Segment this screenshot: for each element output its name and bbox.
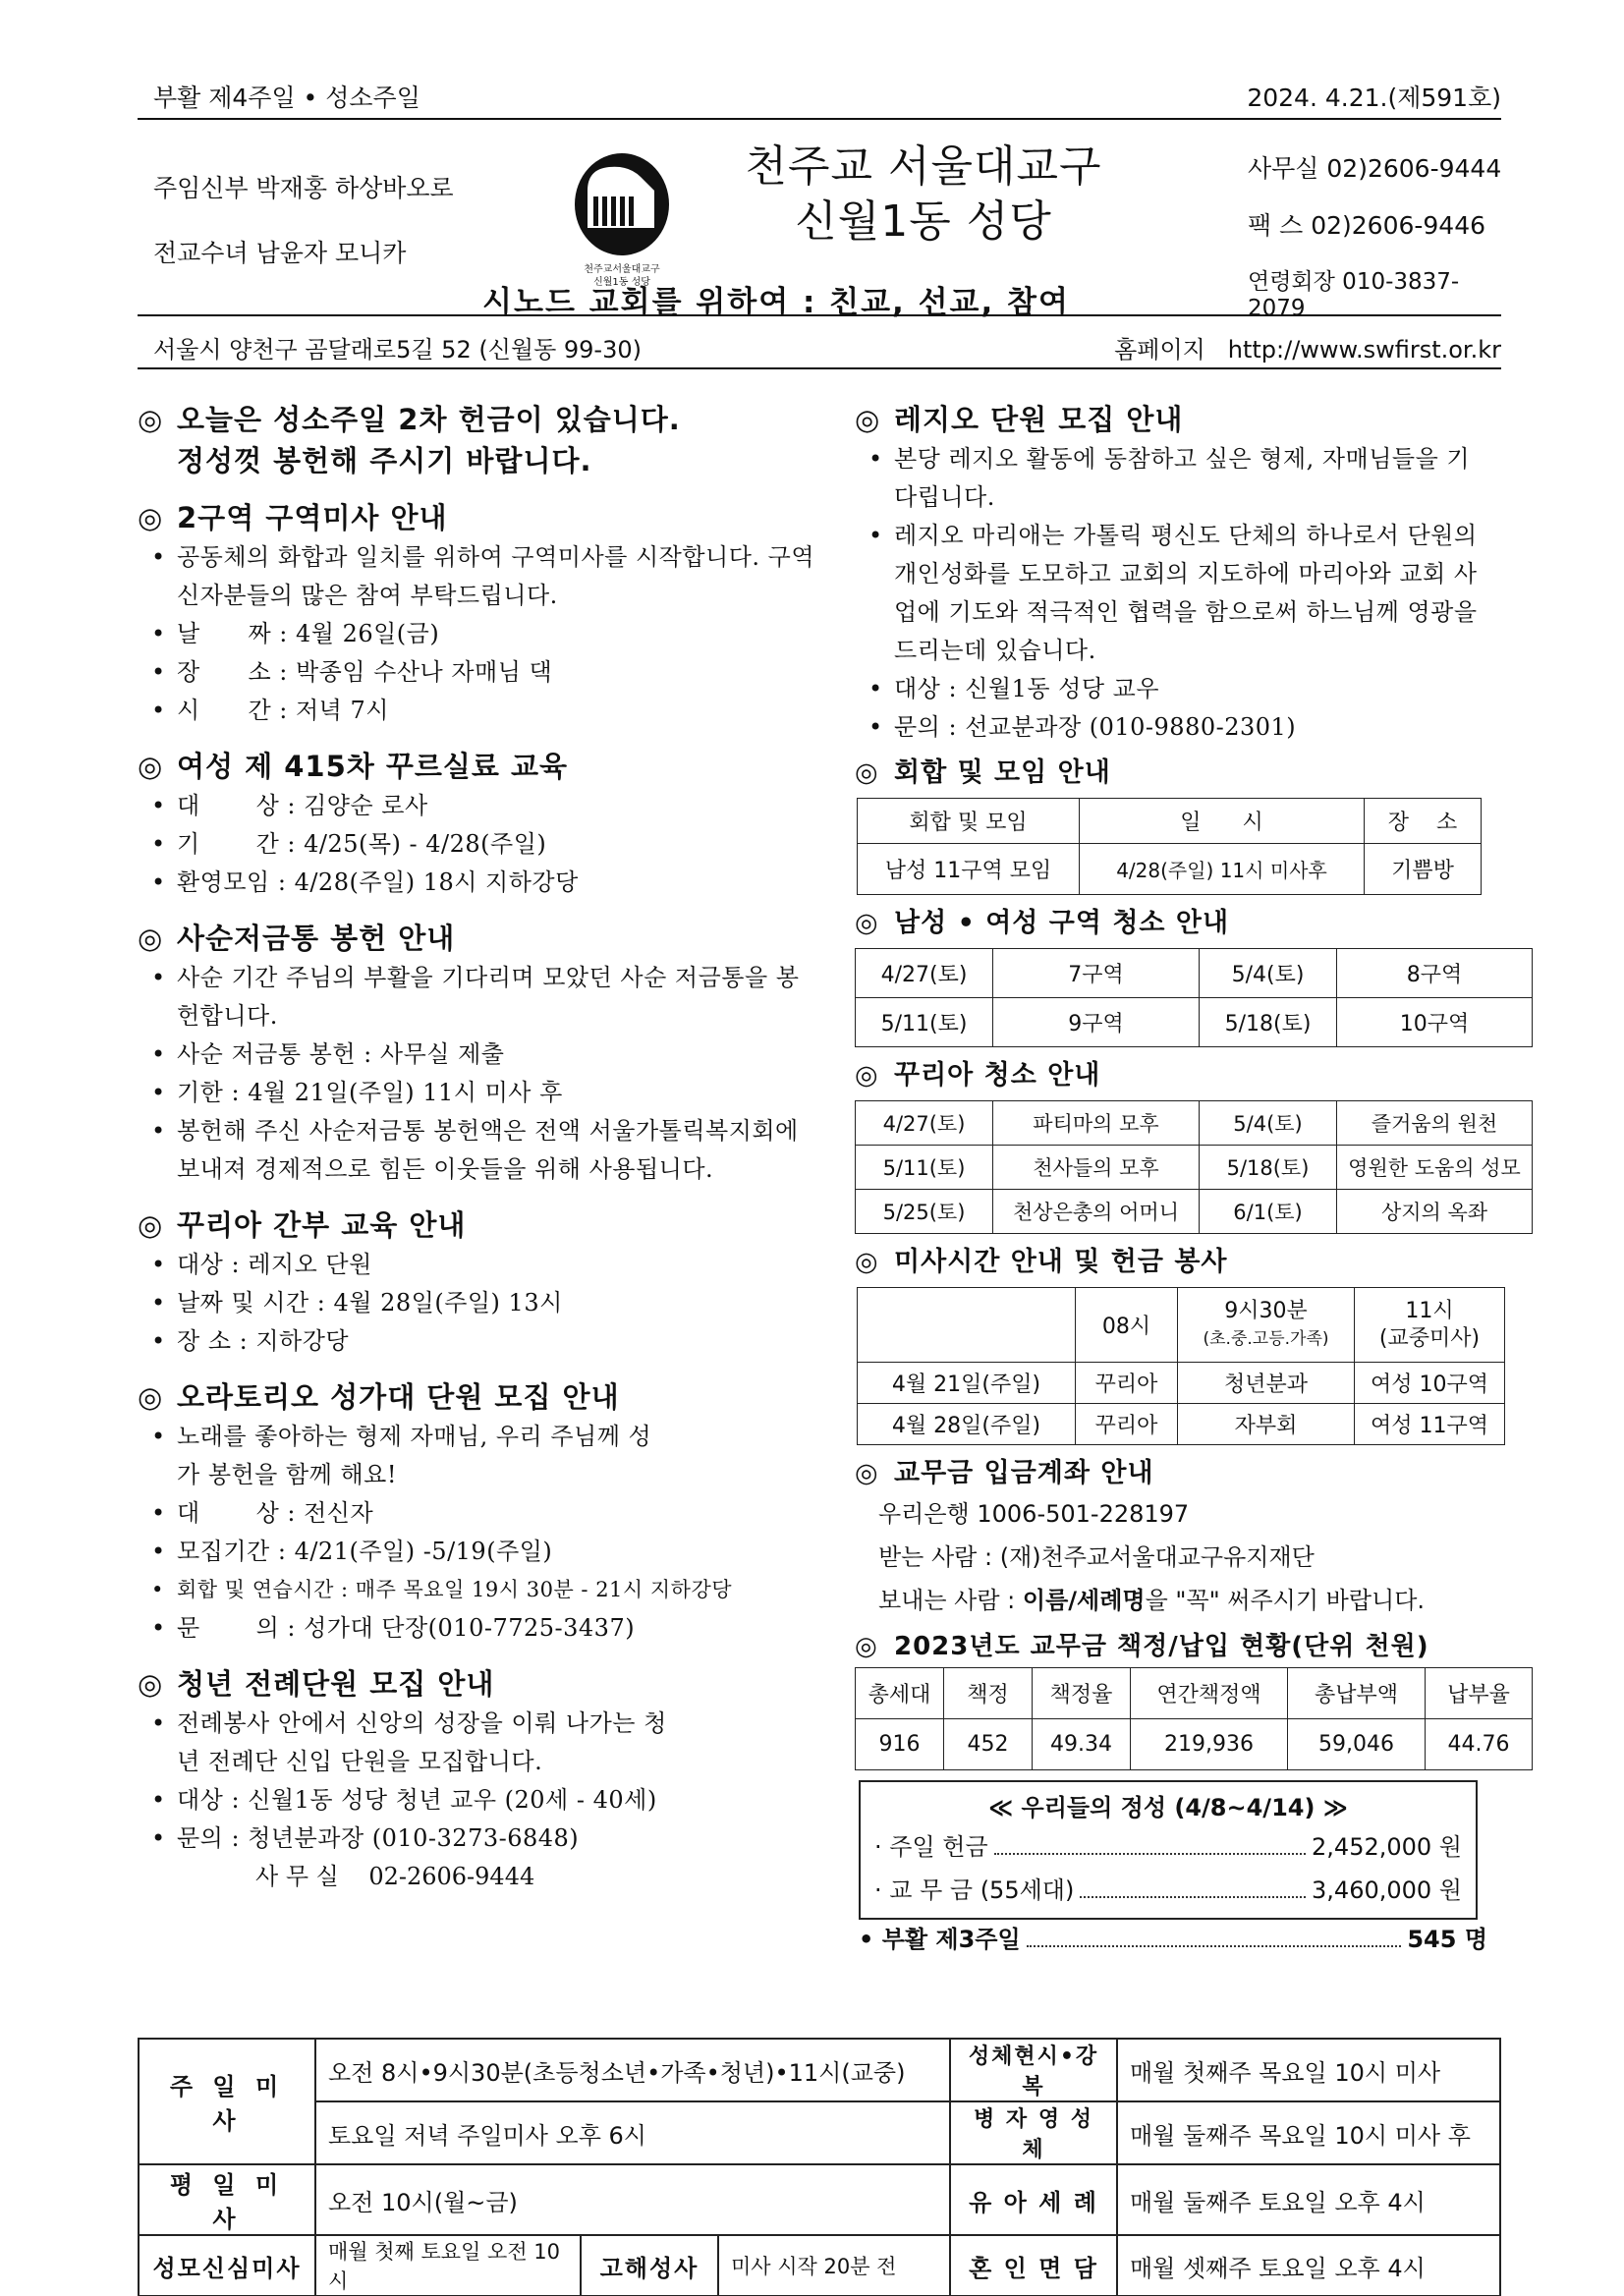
section-district-mass — [138, 497, 815, 730]
table-cell: 상지의 옥좌 — [1337, 1190, 1533, 1234]
council-phone: 연령회장 010-3837-2079 — [1248, 269, 1460, 321]
list-item: • 본당 레지오 활동에 동참하고 싶은 형제, 자매님들을 기다립니다. — [855, 440, 1501, 517]
logo-text-2: 신월1동 성당 — [593, 277, 650, 288]
homepage-link[interactable]: http://www.swfirst.or.kr — [1227, 336, 1501, 364]
top-line — [153, 75, 1501, 118]
section-marker: ◎ — [855, 1632, 878, 1661]
table-cell: 5/4(토) — [1200, 1101, 1337, 1146]
dues-table — [855, 1667, 1533, 1770]
table-header — [1355, 1288, 1505, 1363]
table-header: 총납부액 — [1288, 1668, 1426, 1719]
sick-communion-label: 병 자 영 성 체 — [950, 2101, 1117, 2164]
table-cell: 10구역 — [1337, 998, 1533, 1047]
list-item: • 문 의 : 성가대 단장(010-7725-3437) — [138, 1609, 815, 1648]
offering-label: · 주일 헌금 — [874, 1833, 988, 1861]
easter-attendance — [859, 1920, 1487, 1959]
section-title: 교무금 입금계좌 안내 — [894, 1458, 1154, 1488]
table-header: 총세대 — [856, 1668, 944, 1719]
table-cell: 남성 11구역 모임 — [858, 844, 1080, 895]
homepage-label: 홈페이지 — [1114, 336, 1205, 364]
sunday-mass-2: 토요일 저녁 주일미사 오후 6시 — [315, 2101, 950, 2164]
offering-row — [874, 1869, 1462, 1912]
sunday-mass-label: 주 일 미 사 — [139, 2039, 315, 2164]
sunday-mass-1: 오전 8시•9시30분(초등청소년•가족•청년)•11시(교중) — [315, 2039, 950, 2101]
header-11: 11시 — [1405, 1298, 1454, 1323]
list-item: • 날 짜 : 4월 26일(금) — [138, 615, 815, 653]
table-cell: 452 — [944, 1719, 1033, 1770]
table-cell: 4/27(토) — [856, 1101, 993, 1146]
account-receiver: 받는 사람 : (재)천주교서울대교구유지재단 — [878, 1543, 1315, 1571]
easter-label: • 부활 제3주일 — [859, 1926, 1021, 1953]
contact-block — [1248, 149, 1503, 320]
section-marker: ◎ — [855, 1458, 879, 1488]
section-title: 2023년도 교무금 책정/납입 현황(단위 천원) — [894, 1632, 1429, 1661]
table-cell: 꾸리아 — [1076, 1363, 1178, 1404]
list-item: • 레지오 마리애는 가톨릭 평신도 단체의 하나로서 단원의 개인성화를 도모하고 교회의 지도하에 마리아와 교회 사업에 기도와 적극적인 협력을 함으로써 하느님께 영광을 드리는데 있습니다. — [855, 517, 1501, 670]
list-item: • 사순 저금통 봉헌 : 사무실 제출 — [138, 1036, 815, 1074]
curia-cleaning-table — [855, 1100, 1533, 1234]
list-item: • 사순 기간 주님의 부활을 기다리며 모았던 사순 저금통을 봉헌합니다. — [138, 959, 815, 1036]
offering-title: ≪ 우리들의 정성 (4/8~4/14) ≫ — [988, 1794, 1348, 1821]
table-cell: 49.34 — [1033, 1719, 1131, 1770]
list-item: • 기한 : 4월 21일(주일) 11시 미사 후 — [138, 1074, 815, 1112]
table-cell: 여성 11구역 — [1355, 1404, 1505, 1445]
table-header: 책정 — [944, 1668, 1033, 1719]
marian-mass-value: 매월 첫째 토요일 오전 10시 — [315, 2235, 581, 2296]
section-marker: ◎ — [855, 403, 881, 436]
section-title: 남성 • 여성 구역 청소 안내 — [894, 908, 1230, 938]
table-cell: 여성 10구역 — [1355, 1363, 1505, 1404]
list-item: • 문의 : 선교분과장 (010-9880-2301) — [855, 708, 1501, 747]
table-cell: 기쁨방 — [1365, 844, 1482, 895]
section-oratorio-choir — [138, 1376, 815, 1648]
list-item: • 대상 : 신월1동 성당 청년 교우 (20세 - 40세) — [138, 1781, 815, 1820]
logo-text-1: 천주교서울대교구 — [584, 264, 660, 275]
confession-label: 고해성사 — [581, 2235, 718, 2296]
list-item: • 장 소 : 지하강당 — [138, 1322, 815, 1361]
list-item: • 노래를 좋아하는 형제 자매님, 우리 주님께 성가 봉헌을 함께 해요! — [138, 1418, 815, 1494]
marian-mass-label: 성모신심미사 — [139, 2235, 315, 2296]
section-title: 꾸리아 청소 안내 — [894, 1060, 1101, 1091]
table-header: 08시 — [1076, 1288, 1178, 1363]
section-meeting — [855, 755, 1501, 895]
offering-amount: 2,452,000 원 — [1312, 1833, 1462, 1861]
section-mass-times — [855, 1244, 1501, 1445]
office-phone: 사무실 02)2606-9444 — [1248, 154, 1502, 183]
header-rule-top — [138, 118, 1501, 120]
table-cell: 청년분과 — [1178, 1363, 1355, 1404]
confession-value: 미사 시작 20분 전 — [718, 2235, 950, 2296]
marriage-interview-label: 혼 인 면 담 — [950, 2235, 1117, 2296]
table-header: 납부율 — [1426, 1668, 1533, 1719]
offering-row — [874, 1825, 1462, 1869]
mass-times-table — [857, 1287, 1505, 1445]
table-cell: 219,936 — [1131, 1719, 1288, 1770]
section-marker: ◎ — [855, 1247, 879, 1277]
fax-number: 팩 스 02)2606-9446 — [1248, 211, 1486, 240]
table-cell: 6/1(토) — [1200, 1190, 1337, 1234]
table-cell: 8구역 — [1337, 949, 1533, 998]
table-cell: 5/4(토) — [1200, 949, 1337, 998]
section-title: 회합 및 모임 안내 — [894, 757, 1111, 788]
account-bank: 우리은행 1006-501-228197 — [878, 1500, 1190, 1528]
section-vocation-sunday — [138, 399, 815, 481]
header-11-sub: (교중미사) — [1378, 1325, 1481, 1351]
account-sender: 보내는 사람 : 이름/세례명을 "꼭" 써주시기 바랍니다. — [878, 1587, 1426, 1614]
easter-count: 545 명 — [1407, 1926, 1487, 1953]
table-cell: 5/18(토) — [1200, 1146, 1337, 1190]
table-cell: 4월 21일(주일) — [858, 1363, 1076, 1404]
section-marker: ◎ — [138, 1208, 164, 1242]
table-cell: 59,046 — [1288, 1719, 1426, 1770]
table-header — [1178, 1288, 1355, 1363]
section-title: 꾸리아 간부 교육 안내 — [177, 1208, 467, 1242]
section-curia-training — [138, 1204, 815, 1361]
list-item: • 대 상 : 전신자 — [138, 1494, 815, 1533]
list-item: • 공동체의 화합과 일치를 위하여 구역미사를 시작합니다. 구역 신자분들의 많은 참여 부탁드립니다. — [138, 538, 815, 615]
header-rule-mid — [138, 314, 1501, 316]
header-rule-bottom — [138, 367, 1501, 369]
section-dues — [855, 1628, 1510, 1770]
list-item: • 봉헌해 주신 사순저금통 봉헌액은 전액 서울가톨릭복지회에 보내져 경제적으로 힘든 이웃들을 위해 사용됩니다. — [138, 1112, 815, 1189]
sister-name: 전교수녀 남윤자 모니카 — [153, 239, 407, 267]
table-cell: 5/11(토) — [856, 1146, 993, 1190]
table-cell: 4월 28일(주일) — [858, 1404, 1076, 1445]
adoration-label: 성체현시•강복 — [950, 2039, 1117, 2101]
marriage-interview-value: 매월 셋째주 토요일 오후 4시 — [1117, 2235, 1500, 2296]
weekday-mass-value: 오전 10시(월~금) — [315, 2164, 950, 2235]
section-youth-liturgy — [138, 1663, 815, 1896]
section-marker: ◎ — [855, 757, 879, 788]
section-marker: ◎ — [855, 1060, 879, 1091]
table-header: 책정율 — [1033, 1668, 1131, 1719]
section-title: 미사시간 안내 및 헌금 봉사 — [894, 1247, 1228, 1277]
right-column — [855, 399, 1521, 1959]
table-cell: 916 — [856, 1719, 944, 1770]
header-930-sub: (초.중.고등.가족) — [1203, 1328, 1329, 1349]
church-title — [717, 140, 1130, 250]
section-account — [855, 1455, 1501, 1622]
section-title: 여성 제 415차 꾸르실료 교육 — [177, 750, 569, 783]
table-header — [858, 1288, 1076, 1363]
table-cell: 즐거움의 원천 — [1337, 1101, 1533, 1146]
meeting-table — [857, 798, 1482, 895]
sick-communion-value: 매월 둘째주 목요일 10시 미사 후 — [1117, 2101, 1500, 2164]
section-title: 레지오 단원 모집 안내 — [894, 403, 1184, 436]
section-marker: ◎ — [138, 1667, 164, 1701]
table-cell: 5/18(토) — [1200, 998, 1337, 1047]
list-item: • 대 상 : 김양순 로사 — [138, 787, 815, 825]
section-curia-cleaning — [855, 1057, 1521, 1234]
church-title-line2: 신월1동 성당 — [795, 196, 1052, 247]
offering-label: · 교 무 금 (55세대) — [874, 1876, 1075, 1904]
offering-box — [859, 1780, 1478, 1920]
office-phone-footer: 사 무 실 02-2606-9444 — [255, 1863, 535, 1890]
homepage — [1114, 330, 1501, 364]
list-item: • 문의 : 청년분과장 (010-3273-6848) — [138, 1820, 815, 1858]
section-subtitle: 정성껏 봉헌해 주시기 바랍니다. — [177, 444, 592, 477]
section-marker: ◎ — [138, 922, 164, 955]
weekday-mass-label: 평 일 미 사 — [139, 2164, 315, 2235]
section-lent-savings — [138, 918, 815, 1189]
table-header: 일 시 — [1080, 799, 1365, 844]
list-item: • 시 간 : 저녁 7시 — [138, 692, 815, 730]
list-item: • 대상 : 레지오 단원 — [138, 1246, 815, 1284]
section-district-cleaning — [855, 905, 1501, 1047]
list-item: • 기 간 : 4/25(목) - 4/28(주일) — [138, 825, 815, 864]
list-item: • 전례봉사 안에서 신앙의 성장을 이뤄 나가는 청년 전례단 신입 단원을 모집합니다. — [138, 1705, 815, 1781]
mass-schedule-table — [138, 2038, 1501, 2296]
table-cell: 44.76 — [1426, 1719, 1533, 1770]
left-column — [138, 399, 815, 1912]
list-item: • 회합 및 연습시간 : 매주 목요일 19시 30분 - 21시 지하강당 — [138, 1571, 815, 1609]
table-cell: 꾸리아 — [1076, 1404, 1178, 1445]
table-cell: 5/25(토) — [856, 1190, 993, 1234]
church-logo — [570, 147, 674, 295]
infant-baptism-label: 유 아 세 례 — [950, 2164, 1117, 2235]
section-title: 오라토리오 성가대 단원 모집 안내 — [177, 1380, 620, 1414]
infant-baptism-value: 매월 둘째주 토요일 오후 4시 — [1117, 2164, 1500, 2235]
section-marker: ◎ — [138, 750, 164, 783]
table-cell: 5/11(토) — [856, 998, 993, 1047]
section-legio — [855, 399, 1501, 747]
table-cell: 영원한 도움의 성모 — [1337, 1146, 1533, 1190]
liturgical-day: 부활 제4주일 • 성소주일 — [153, 84, 420, 112]
section-marker: ◎ — [855, 908, 879, 938]
section-cursillo — [138, 746, 815, 902]
church-title-line1: 천주교 서울대교구 — [745, 141, 1102, 192]
slogan: 시노드 교회를 위하여 : 친교, 선교, 참여 — [482, 285, 1070, 320]
section-title: 오늘은 성소주일 2차 헌금이 있습니다. — [177, 403, 681, 436]
list-item: • 환영모임 : 4/28(주일) 18시 지하강당 — [138, 864, 815, 902]
table-cell: 자부회 — [1178, 1404, 1355, 1445]
table-cell: 7구역 — [993, 949, 1200, 998]
list-item: • 대상 : 신월1동 성당 교우 — [855, 670, 1501, 708]
address: 서울시 양천구 곰달래로5길 52 (신월동 99-30) — [153, 336, 642, 364]
section-marker: ◎ — [138, 501, 164, 534]
table-cell: 9구역 — [993, 998, 1200, 1047]
list-item: • 모집기간 : 4/21(주일) -5/19(주일) — [138, 1533, 815, 1571]
table-cell: 파티마의 모후 — [993, 1101, 1200, 1146]
table-cell: 4/27(토) — [856, 949, 993, 998]
section-title: 청년 전례단원 모집 안내 — [177, 1667, 495, 1701]
list-item: • 장 소 : 박종임 수산나 자매님 댁 — [138, 653, 815, 692]
section-marker: ◎ — [138, 1380, 164, 1414]
table-cell: 천상은총의 어머니 — [993, 1190, 1200, 1234]
section-marker: ◎ — [138, 403, 164, 436]
date-issue: 2024. 4.21.(제591호) — [1247, 84, 1501, 112]
table-cell: 천사들의 모후 — [993, 1146, 1200, 1190]
table-header: 연간책정액 — [1131, 1668, 1288, 1719]
section-title: 사순저금통 봉헌 안내 — [177, 922, 456, 955]
table-header: 회합 및 모임 — [858, 799, 1080, 844]
offering-amount: 3,460,000 원 — [1312, 1876, 1462, 1904]
header-930: 9시30분 — [1224, 1298, 1308, 1323]
table-cell: 4/28(주일) 11시 미사후 — [1080, 844, 1365, 895]
pastor-name: 주임신부 박재홍 하상바오로 — [153, 174, 454, 202]
list-item: • 날짜 및 시간 : 4월 28일(주일) 13시 — [138, 1284, 815, 1322]
section-title: 2구역 구역미사 안내 — [177, 501, 448, 534]
table-header: 장 소 — [1365, 799, 1482, 844]
adoration-value: 매월 첫째주 목요일 10시 미사 — [1117, 2039, 1500, 2101]
cleaning-table — [855, 948, 1533, 1047]
